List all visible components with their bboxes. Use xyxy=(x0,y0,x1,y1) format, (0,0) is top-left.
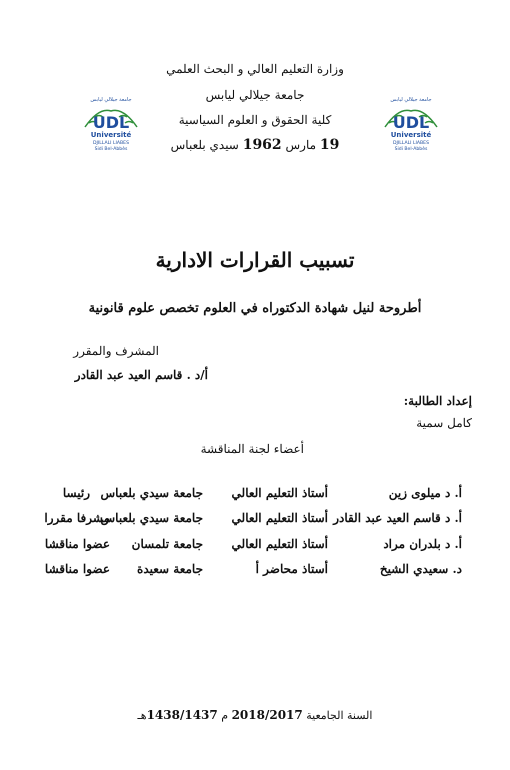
academic-year-label: السنة الجامعية xyxy=(306,709,373,722)
logo-universite: Université xyxy=(90,131,132,139)
member-university: جامعة تلمسان xyxy=(131,537,203,551)
logo-brand: UDL xyxy=(392,113,430,132)
academic-year-m: م xyxy=(221,709,229,722)
member-name: أ. د بلدران مراد xyxy=(383,537,462,551)
member-role: رئيسا xyxy=(62,486,90,500)
supervisor-name: أ/د . قاسم العيد عبد القادر xyxy=(74,368,208,382)
student-name: كامل سمية xyxy=(416,416,472,430)
academic-year xyxy=(0,708,510,722)
academic-year-hijri: 1438/1437 xyxy=(146,708,218,722)
logo-name: DJILLALI LIABES xyxy=(92,141,130,146)
university-logo-right xyxy=(379,93,443,155)
member-rank: أستاذ التعليم العالي xyxy=(231,511,328,525)
member-role: عضوا مناقشا xyxy=(44,562,110,576)
supervisor-label: المشرف والمقرر xyxy=(73,344,159,358)
logo-arabic-name: جامعة جيلالي ليابس xyxy=(390,97,432,103)
student-label: إعداد الطالبة: xyxy=(403,394,472,408)
member-rank: أستاذ محاضر أ xyxy=(255,562,328,576)
udl-logo-icon xyxy=(379,93,443,155)
logo-name: DJILLALI LIABES xyxy=(392,141,430,146)
committee-label: أعضاء لجنة المناقشة xyxy=(200,442,304,456)
faculty-line: كلية الحقوق و العلوم السياسية xyxy=(178,113,332,127)
logo-brand: UDL xyxy=(92,113,130,132)
city-name: سيدي بلعباس xyxy=(170,138,239,152)
member-university: جامعة سيدي بلعباس xyxy=(100,511,203,525)
logo-arabic-name: جامعة جيلالي ليابس xyxy=(90,97,132,103)
member-rank: أستاذ التعليم العالي xyxy=(231,537,328,551)
academic-year-h: هـ xyxy=(137,709,147,722)
date-month: مارس xyxy=(285,138,317,152)
logo-universite: Université xyxy=(390,131,432,139)
logo-city: Sidi Bel-Abbès xyxy=(94,147,128,152)
thesis-subtitle: أطروحة لنيل شهادة الدكتوراه في العلوم تخصص علوم قانونية xyxy=(88,301,422,316)
ministry-line: وزارة التعليم العالي و البحث العلمي xyxy=(166,62,344,76)
member-name: د. سعيدي الشيخ xyxy=(379,562,462,576)
udl-logo-icon xyxy=(79,93,143,155)
university-logo-left xyxy=(79,93,143,155)
date-year: 1962 xyxy=(242,137,282,153)
member-university: جامعة سيدي بلعباس xyxy=(100,486,203,500)
member-name: أ. د قاسم العيد عبد القادر xyxy=(333,511,462,525)
member-name: أ. د ميلوى زين xyxy=(388,486,462,500)
academic-year-greg: 2018/2017 xyxy=(231,708,303,722)
member-role: عضوا مناقشا xyxy=(44,537,110,551)
date-number: 19 xyxy=(319,137,340,153)
member-rank: أستاذ التعليم العالي xyxy=(231,486,328,500)
member-university: جامعة سعيدة xyxy=(137,562,203,576)
thesis-title: تسبيب القرارات الادارية xyxy=(155,248,355,272)
member-role: مشرفا مقررا xyxy=(44,511,110,525)
logo-city: Sidi Bel-Abbès xyxy=(394,147,428,152)
university-line: جامعة جيلالي ليابس xyxy=(205,88,305,102)
